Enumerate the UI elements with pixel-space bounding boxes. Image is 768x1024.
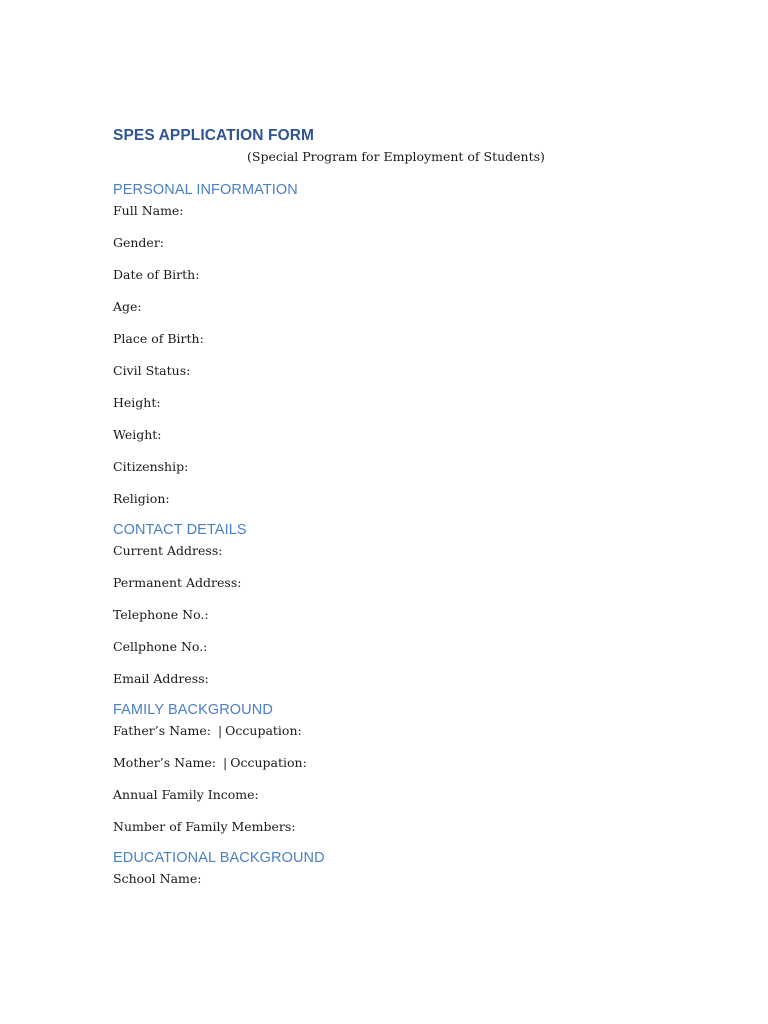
annual-income-label: Annual Family Income: <box>113 787 259 802</box>
family-members-label: Number of Family Members: <box>113 819 296 834</box>
form-title: SPES APPLICATION FORM <box>113 127 315 144</box>
contact-details-heading: CONTACT DETAILS <box>113 522 247 538</box>
field-separator: | <box>217 723 223 738</box>
family-background-heading: FAMILY BACKGROUND <box>113 702 273 718</box>
cellphone-label: Cellphone No.: <box>113 639 208 654</box>
full-name-label: Full Name: <box>113 203 184 218</box>
height-field <box>113 394 673 426</box>
weight-field <box>113 426 673 458</box>
gender-field <box>113 234 673 266</box>
date-of-birth-field <box>113 266 673 298</box>
personal-information-heading: PERSONAL INFORMATION <box>113 182 298 198</box>
height-label: Height: <box>113 395 161 410</box>
mothers-name-label: Mother’s Name: <box>113 755 216 770</box>
religion-field <box>113 490 673 518</box>
age-field <box>113 298 673 330</box>
mothers-name-field <box>113 754 673 786</box>
educational-background-heading: EDUCATIONAL BACKGROUND <box>113 850 325 866</box>
current-address-label: Current Address: <box>113 543 223 558</box>
date-of-birth-label: Date of Birth: <box>113 267 200 282</box>
email-label: Email Address: <box>113 671 209 686</box>
telephone-label: Telephone No.: <box>113 607 209 622</box>
permanent-address-field <box>113 574 673 606</box>
place-of-birth-field <box>113 330 673 362</box>
email-field <box>113 670 673 698</box>
civil-status-field <box>113 362 673 394</box>
cellphone-field <box>113 638 673 670</box>
civil-status-label: Civil Status: <box>113 363 191 378</box>
weight-label: Weight: <box>113 427 162 442</box>
citizenship-label: Citizenship: <box>113 459 189 474</box>
school-name-label: School Name: <box>113 871 202 886</box>
fathers-name-label: Father’s Name: <box>113 723 211 738</box>
citizenship-field <box>113 458 673 490</box>
telephone-field <box>113 606 673 638</box>
form-subtitle: (Special Program for Employment of Students) <box>247 149 545 164</box>
current-address-field <box>113 542 673 574</box>
religion-label: Religion: <box>113 491 170 506</box>
school-name-field <box>113 870 673 902</box>
family-members-field <box>113 818 673 846</box>
annual-income-field <box>113 786 673 818</box>
application-form <box>113 126 673 902</box>
gender-label: Gender: <box>113 235 165 250</box>
mother-occupation-label: Occupation: <box>230 755 307 770</box>
age-label: Age: <box>113 299 142 314</box>
place-of-birth-label: Place of Birth: <box>113 331 204 346</box>
full-name-field <box>113 202 673 234</box>
field-separator: | <box>223 755 228 770</box>
permanent-address-label: Permanent Address: <box>113 575 242 590</box>
father-occupation-label: Occupation: <box>225 723 302 738</box>
fathers-name-field <box>113 722 673 754</box>
